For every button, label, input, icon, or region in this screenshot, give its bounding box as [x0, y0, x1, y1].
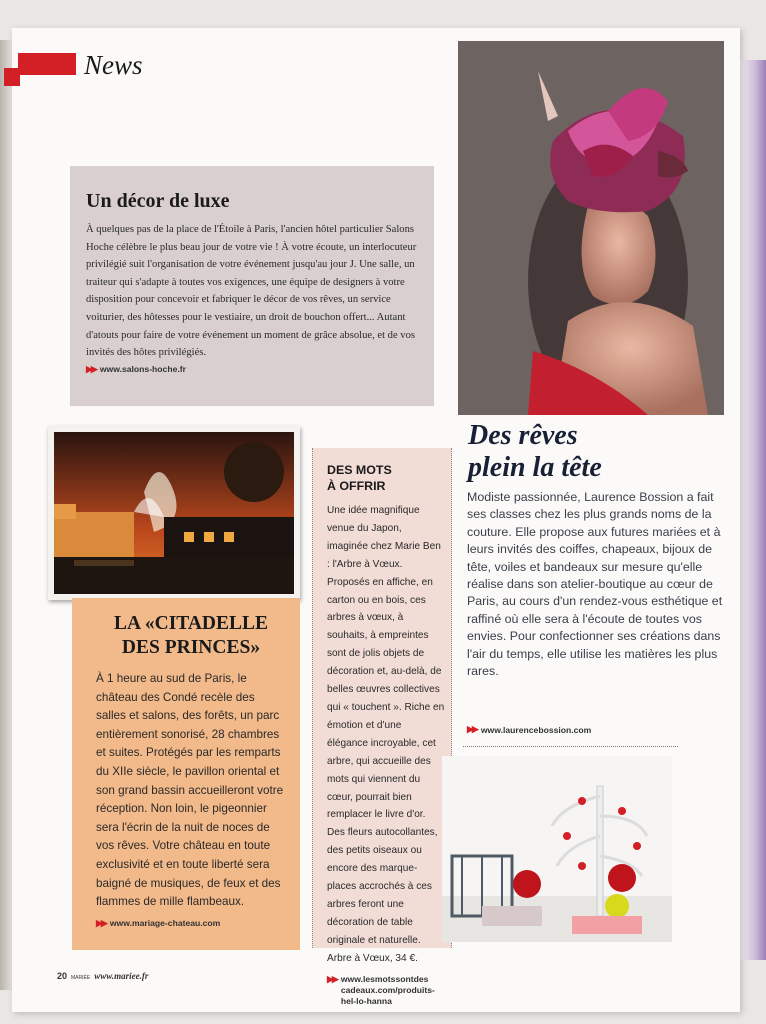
section-title: News	[84, 50, 143, 80]
mots-title-line2: À OFFRIR	[327, 479, 386, 493]
section-tab-edge	[4, 68, 20, 86]
page-edge	[740, 60, 766, 960]
reves-title-line1: Des rêves	[468, 420, 578, 451]
citadelle-url-line[interactable]	[96, 918, 286, 929]
decor-title: Un décor de luxe	[86, 190, 230, 212]
hat-photo	[458, 41, 724, 415]
mots-title	[327, 462, 445, 494]
mots-url[interactable]: www.lesmotssontdes cadeaux.com/produits-hel-lo-hanna	[340, 973, 435, 1006]
chateau-photo-illustration	[54, 432, 294, 594]
footer-small-label: MARIÉE	[71, 975, 91, 981]
decor-article	[70, 166, 434, 406]
mots-url-line[interactable]	[327, 974, 445, 1007]
arrow-icon: ▶▶	[96, 917, 106, 928]
mots-body: Une idée magnifique venue du Japon, imaginée chez Marie Ben : l'Arbre à Vœux. Proposés en affiche, en carton ou en bois, ces arbres à vœux, à souhaits, à empreintes sont de jolis objets de décoration et, au-delà, de belles œuvres collectives qui « touchent ». Riche en émotion et d'une élégance incroyable, cet arbre, qui accueille des mots qui viennent du cœur, pourrait bien remplacer le livre d'or. Des fleurs autocollantes, des petits oiseaux ou encore des marque-places accrochés à ces arbres feront une décoration de table originale et naturelle. Arbre à Vœux, 34 €.	[327, 505, 445, 964]
arrow-icon: ▶▶	[467, 724, 477, 734]
citadelle-title-line2: DES PRINCES»	[121, 637, 261, 658]
citadelle-body: À 1 heure au sud de Paris, le château des Condé recèle des salles et salons, des forêts, un parc entièrement sonorisé, 28 chambres et suites. Protégés par les remparts du XIIe siècle, le pavillon oriental et son grand bassin accueilleront votre réception. Non loin, le pigeonnier sera l'écrin de la nuit de noces de vos rêves. Votre château en toute exclusivité et en toute liberté sera baigné de musiques, de feux et des flammes de mille flambeaux.	[96, 672, 284, 909]
reves-title	[468, 420, 602, 484]
column-separator	[463, 746, 678, 747]
decor-url[interactable]: www.salons-hoche.fr	[99, 364, 186, 375]
citadelle-article	[72, 598, 300, 950]
reves-url-line[interactable]	[467, 724, 591, 735]
decor-body: À quelques pas de la place de l'Étoile à Paris, l'ancien hôtel particulier Salons Hoche célèbre le plus beau jour de votre vie ! À votre écoute, un interlocuteur privilégié suit l'organisation de votre événement jusqu'au jour J. Une salle, un traiteur qui s'adapte à toutes vos exigences, une équipe de designers à votre disposition pour concevoir et fabriquer le décor de vos rêves, un service voiturier, des hôtesses pour le vestiaire, un droit de bouchon offert... Autant d'atouts pour faire de votre événement un moment de grâce absolue, et de vos invités des hôtes privilégiés.	[86, 224, 417, 359]
arrow-icon: ▶▶	[327, 973, 337, 984]
arrow-icon: ▶▶	[86, 363, 96, 374]
decor-url-line[interactable]	[86, 364, 418, 375]
reves-title-line2: plein la tête	[468, 452, 602, 483]
reves-body: Modiste passionnée, Laurence Bossion a fait ses classes chez les plus grands noms de la couture. Elle propose aux futures mariées et à leurs invités des coiffes, chapeaux, bijoux de tête, voiles et bandeaux sur mesure qu'elle réalise dans son atelier-boutique au cœur de Paris, au cours d'un rendez-vous esthétique et raffiné où elle sera à l'écoute de toutes vos envies. Pour confectionner ses créations dans l'air du temps, elle utilise les matières les plus rares.	[467, 490, 723, 679]
mots-title-line1: DES MOTS	[327, 463, 392, 477]
footer-site[interactable]: www.mariee.fr	[94, 971, 149, 981]
reves-url[interactable]: www.laurencebossion.com	[480, 724, 592, 735]
citadelle-url[interactable]: www.mariage-chateau.com	[109, 918, 221, 929]
page-number: 20	[57, 971, 68, 981]
citadelle-title	[96, 612, 286, 660]
chateau-photo	[48, 426, 300, 600]
section-tab	[18, 53, 76, 75]
mots-article	[312, 448, 452, 1006]
page-footer	[57, 971, 148, 981]
citadelle-title-line1: LA «CITADELLE	[113, 613, 269, 634]
wish-tree-illustration	[442, 756, 672, 942]
wish-tree-photo	[442, 756, 672, 942]
hat-photo-illustration	[458, 41, 724, 415]
